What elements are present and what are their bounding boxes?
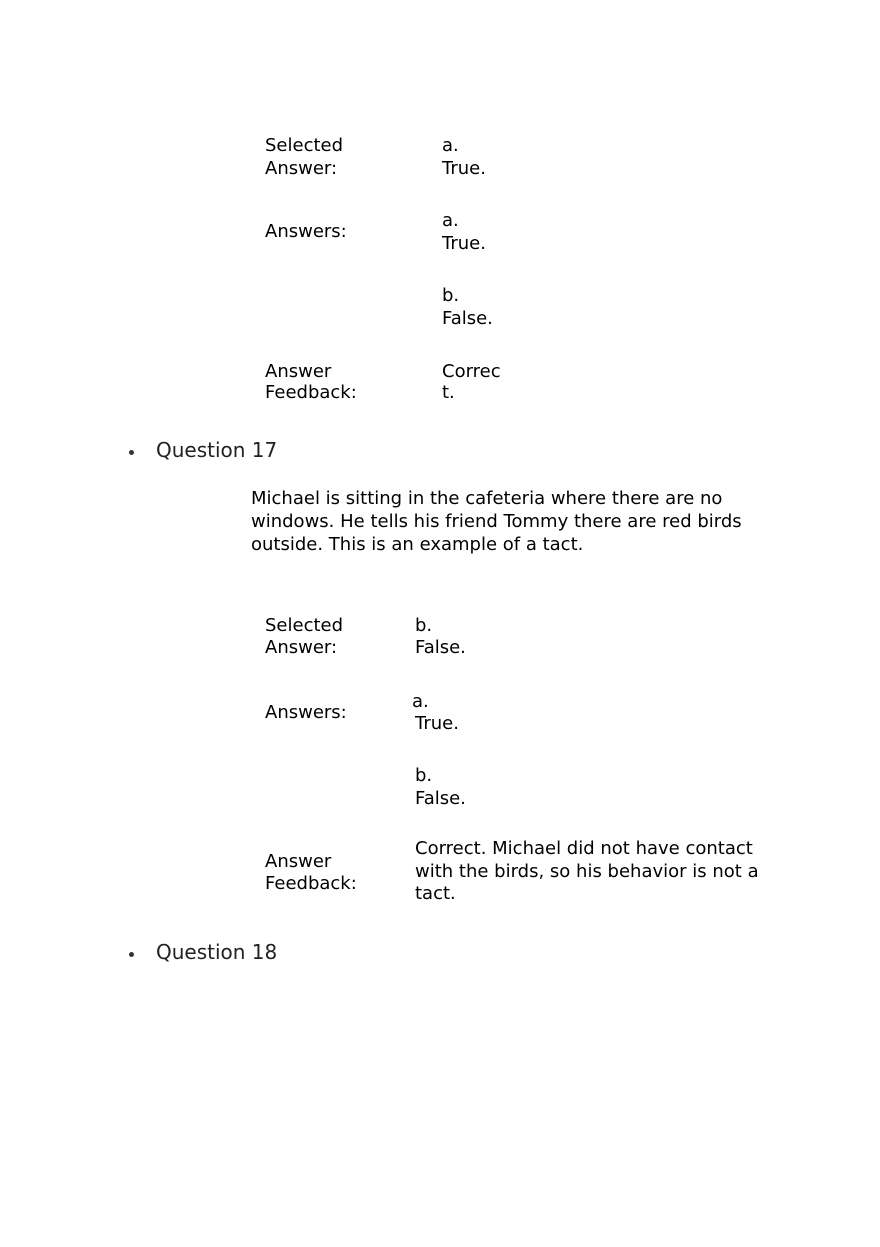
option-a-letter: a. (442, 210, 459, 231)
question-prompt: Michael is sitting in the cafeteria where there are no windows. He tells his friend Tommy there are red birds outside. This is an example of a tact. (251, 488, 742, 555)
answer-feedback-text: Correc (442, 361, 501, 382)
question-title: Question 18 (156, 940, 278, 964)
bullet-icon (129, 450, 134, 455)
answers-label: Answers: (265, 221, 347, 242)
selected-answer-label: Selected (265, 135, 344, 156)
option-a-text: True. (442, 233, 486, 254)
option-b-letter: b. (442, 285, 460, 306)
answer-feedback-text: Correct. Michael did not have contact with the birds, so his behavior is not a tact. (415, 838, 759, 904)
answer-feedback-label-cont: Feedback: (265, 382, 357, 403)
selected-answer-letter: b. (415, 615, 433, 636)
question-title: Question 17 (156, 438, 278, 462)
selected-answer-text: False. (415, 637, 466, 658)
answer-feedback-text-cont: t. (442, 382, 455, 403)
bullet-icon (129, 952, 134, 957)
answer-feedback-label-cont: Feedback: (265, 873, 357, 894)
option-b-text: False. (442, 308, 493, 329)
selected-answer-text: True. (442, 158, 486, 179)
option-a-letter: a. (412, 691, 429, 712)
option-b-letter: b. (415, 765, 433, 786)
selected-answer-label: Selected (265, 615, 344, 636)
selected-answer-letter: a. (442, 135, 459, 156)
option-a-text: True. (415, 713, 459, 734)
answer-feedback-label: Answer (265, 851, 332, 872)
selected-answer-label-cont: Answer: (265, 158, 338, 179)
selected-answer-label-cont: Answer: (265, 637, 338, 658)
option-b-text: False. (415, 788, 466, 809)
answer-feedback-label: Answer (265, 361, 332, 382)
answers-label: Answers: (265, 702, 347, 723)
